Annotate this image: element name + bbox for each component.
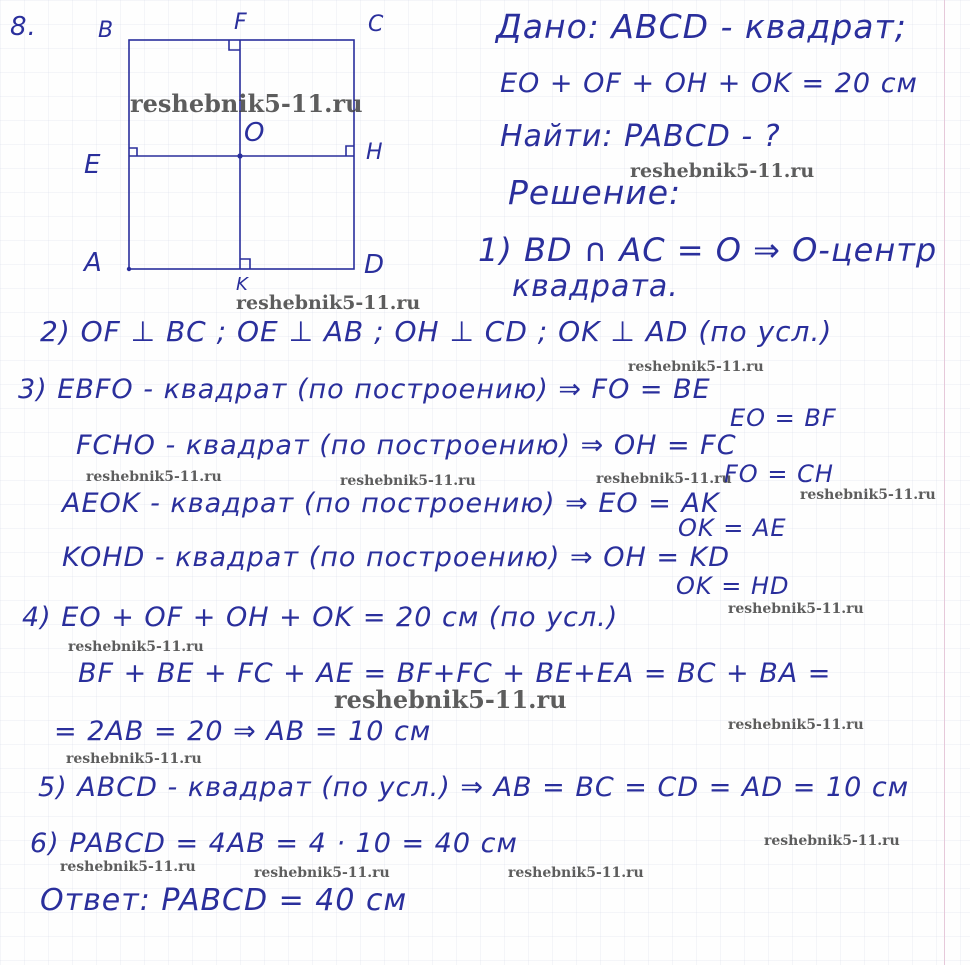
right-angle-e — [129, 148, 137, 156]
right-angle-k — [240, 259, 250, 269]
watermark: reshebnik5-11.ru — [236, 292, 421, 314]
label-c: C — [368, 12, 384, 37]
watermark: reshebnik5-11.ru — [66, 751, 202, 767]
solution-step-3-line-3b: OK = AE — [678, 514, 787, 542]
solution-step-4-line-2: BF + BE + FC + AE = BF+FC + BE+EA = BC + BA = — [78, 658, 832, 689]
watermark: reshebnik5-11.ru — [596, 471, 732, 487]
watermark: reshebnik5-11.ru — [68, 639, 204, 655]
watermark: reshebnik5-11.ru — [60, 859, 196, 875]
right-angle-f — [229, 40, 240, 50]
label-a: A — [84, 248, 102, 278]
vertex-a-dot — [127, 267, 131, 271]
page-margin-line — [944, 0, 945, 965]
watermark: reshebnik5-11.ru — [334, 685, 567, 714]
solution-step-4-line-3: = 2AB = 20 ⇒ AB = 10 см — [54, 716, 432, 747]
right-angle-h — [346, 146, 354, 156]
label-h: H — [366, 140, 383, 165]
watermark: reshebnik5-11.ru — [254, 865, 390, 881]
solution-step-3-line-2: FCHO - квадрат (по построению) ⇒ OH = FC — [76, 430, 737, 461]
solution-step-1-line-1: 1) BD ∩ AC = O ⇒ O-центр — [478, 231, 938, 269]
label-d: D — [364, 250, 385, 280]
solution-heading: Решение: — [508, 173, 682, 212]
label-f: F — [234, 10, 247, 35]
solution-step-3-line-1: 3) EBFO - квадрат (по построению) ⇒ FO = BE — [18, 374, 711, 405]
watermark: reshebnik5-11.ru — [508, 865, 644, 881]
solution-step-3-line-4b: OK = HD — [676, 572, 790, 600]
watermark: reshebnik5-11.ru — [728, 601, 864, 617]
watermark: reshebnik5-11.ru — [764, 833, 900, 849]
solution-step-3-line-3: AEOK - квадрат (по построению) ⇒ EO = AK — [62, 488, 720, 519]
given-line-2: EO + OF + OH + OK = 20 см — [500, 68, 918, 99]
solution-step-4-line-1: 4) EO + OF + OH + OK = 20 см (по усл.) — [22, 602, 619, 633]
find-line: Найти: PABCD - ? — [500, 119, 781, 154]
solution-step-3-line-4: KOHD - квадрат (по построению) ⇒ OH = KD — [62, 542, 731, 573]
given-line-1: Дано: ABCD - квадрат; — [496, 7, 907, 46]
problem-number: 8. — [10, 12, 37, 42]
label-o: O — [244, 118, 265, 148]
solution-step-1-line-2: квадрата. — [512, 269, 679, 304]
watermark: reshebnik5-11.ru — [628, 359, 764, 375]
watermark: reshebnik5-11.ru — [630, 160, 815, 182]
watermark: reshebnik5-11.ru — [800, 487, 936, 503]
solution-step-5: 5) ABCD - квадрат (по усл.) ⇒ AB = BC = CD = AD = 10 см — [38, 772, 910, 803]
watermark: reshebnik5-11.ru — [340, 473, 476, 489]
answer-line: Ответ: PABCD = 40 см — [40, 883, 408, 918]
square-diagram — [0, 0, 400, 300]
center-point-o — [237, 153, 242, 158]
solution-step-6: 6) PABCD = 4AB = 4 · 10 = 40 см — [30, 828, 518, 859]
label-b: B — [98, 18, 114, 43]
solution-step-3-line-2b: FO = CH — [724, 460, 834, 488]
solution-step-3-line-1b: EO = BF — [730, 404, 837, 432]
watermark: reshebnik5-11.ru — [86, 469, 222, 485]
label-k: K — [236, 274, 248, 295]
watermark: reshebnik5-11.ru — [728, 717, 864, 733]
watermark: reshebnik5-11.ru — [130, 89, 363, 118]
label-e: E — [84, 150, 101, 180]
solution-step-2: 2) OF ⊥ BC ; OE ⊥ AB ; OH ⊥ CD ; OK ⊥ AD (по усл.) — [40, 315, 833, 348]
